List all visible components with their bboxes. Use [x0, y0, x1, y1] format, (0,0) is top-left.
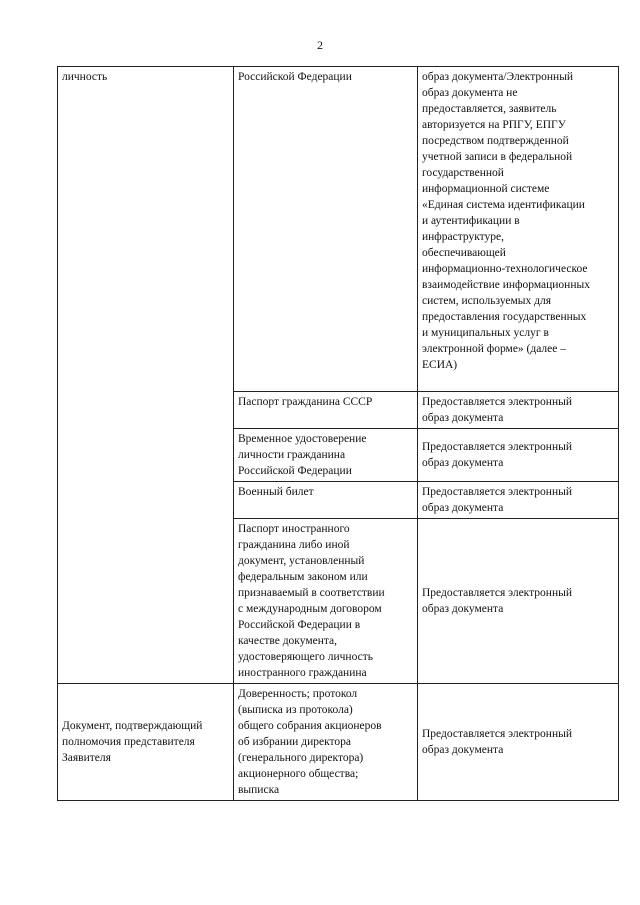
table-row [58, 67, 619, 392]
document-name-cell: Временное удостоверение личности гражданина Российской Федерации [234, 429, 418, 482]
table-row [58, 684, 619, 801]
submission-method-cell: Предоставляется электронный образ документа [418, 429, 619, 482]
document-type-cell: Документ, подтверждающий полномочия представителя Заявителя [58, 684, 234, 801]
submission-method-cell: Предоставляется электронный образ документа [418, 482, 619, 519]
document-type-cell: личность [58, 67, 234, 684]
submission-method-cell: образ документа/Электронный образ документа не предоставляется, заявитель авторизуется на РПГУ, ЕПГУ посредством подтвержденной учетной записи в федеральной государственной информационной системе «Единая система идентификации и аутентификации в инфраструктуре, обеспечивающей информационно-технологическое взаимодействие информационных систем, используемых для предоставления государственных и муниципальных услуг в электронной форме» (далее – ЕСИА) [418, 67, 619, 392]
document-name-cell: Российской Федерации [234, 67, 418, 392]
document-table [57, 66, 619, 801]
submission-method-cell: Предоставляется электронный образ документа [418, 684, 619, 801]
submission-method-cell: Предоставляется электронный образ документа [418, 519, 619, 684]
document-name-cell: Паспорт иностранного гражданина либо иной документ, установленный федеральным законом или признаваемый в соответствии с международным договором Российской Федерации в качестве документа, удостоверяющего личность иностранного гражданина [234, 519, 418, 684]
document-name-cell: Военный билет [234, 482, 418, 519]
submission-method-cell: Предоставляется электронный образ документа [418, 392, 619, 429]
document-name-cell: Паспорт гражданина СССР [234, 392, 418, 429]
document-name-cell: Доверенность; протокол (выписка из протокола) общего собрания акционеров об избрании директора (генерального директора) акционерного общества; выписка [234, 684, 418, 801]
page-number: 2 [317, 38, 323, 52]
